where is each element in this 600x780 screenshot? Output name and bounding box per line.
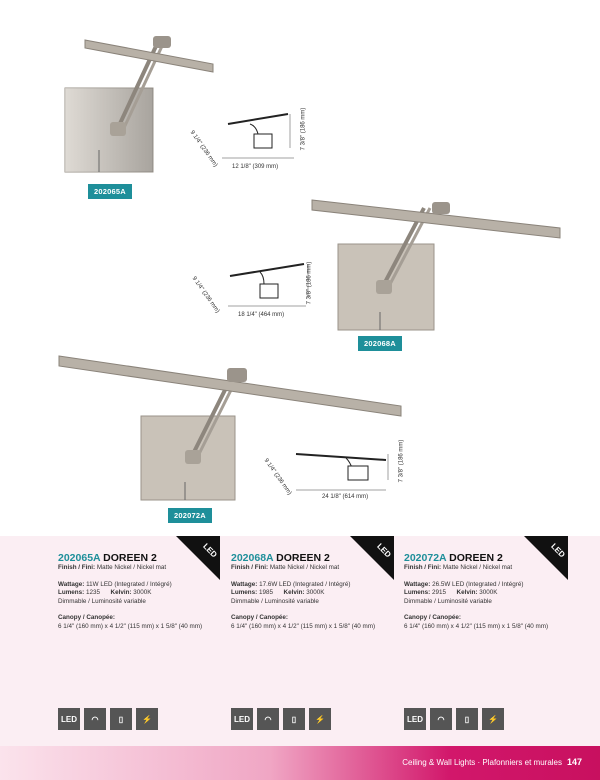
dim-height: 7 3/8" (186 mm) [300,107,307,151]
plug-icon: ⚡ [136,708,158,730]
dim-width: 18 1/4" (464 mm) [238,312,285,318]
wattage-row: Wattage: 11W LED (Integrated / Intégré) [58,580,172,588]
dim-height: 7 3/8" (186 mm) [398,439,405,483]
dimension-diagram-202068a [224,258,312,310]
finish-row: Finish / Fini: Matte Nickel / Nickel mat [58,564,167,571]
page-number: 147 [566,757,582,767]
product-title: 202068A DOREEN 2 [231,552,330,564]
canopy-label: Canopy / Canopée: [231,614,289,622]
dim-depth: 9 1/4" (236 mm) [262,457,293,497]
finish-row: Finish / Fini: Matte Nickel / Nickel mat [404,564,513,571]
canopy-label: Canopy / Canopée: [58,614,116,622]
canopy-value: 6 1/4" (160 mm) x 4 1/2" (115 mm) x 1 5/8" (40 mm) [404,622,549,630]
led-badge: LED [176,536,220,580]
led-icon: LED [231,708,253,730]
led-icon: LED [404,708,426,730]
dimmer-icon: ◠ [430,708,452,730]
dim-depth: 9 1/4" (236 mm) [190,275,221,315]
spec-column [404,552,584,632]
lumens-kelvin-row: Lumens: 1235 Kelvin: 3000K [58,589,152,597]
switch-icon: ▯ [110,708,132,730]
wattage-row: Wattage: 26.5W LED (Integrated / Intégré) [404,580,524,588]
dimension-diagram-202072a [292,446,392,496]
switch-icon: ▯ [456,708,478,730]
feature-icons [231,708,331,730]
dimmer-icon: ◠ [257,708,279,730]
product-title: 202065A DOREEN 2 [58,552,157,564]
finish-row: Finish / Fini: Matte Nickel / Nickel mat [231,564,340,571]
sku-tag: 202068A [358,336,402,351]
dim-width: 12 1/8" (309 mm) [232,164,279,170]
product-image-202068a [308,188,568,338]
lumens-kelvin-row: Lumens: 1985 Kelvin: 3000K [231,589,325,597]
dim-height: 7 3/8" (186 mm) [306,261,313,305]
canopy-label: Canopy / Canopée: [404,614,462,622]
dim-depth: 9 1/4" (236 mm) [188,129,219,169]
lumens-kelvin-row: Lumens: 2915 Kelvin: 3000K [404,589,498,597]
feature-icons [404,708,504,730]
wattage-row: Wattage: 17.6W LED (Integrated / Intégré) [231,580,351,588]
led-icon: LED [58,708,80,730]
switch-icon: ▯ [283,708,305,730]
product-image-202065a [55,30,215,180]
spec-column [231,552,411,632]
footer-section-title: Ceiling & Wall Lights · Plafonniers et murales [402,758,562,767]
canopy-value: 6 1/4" (160 mm) x 4 1/2" (115 mm) x 1 5/8" (40 mm) [58,622,203,630]
sku-tag: 202072A [168,508,212,523]
dim-width: 24 1/8" (614 mm) [322,494,369,500]
dimmable-row: Dimmable / Luminosité variable [231,597,319,605]
sku-tag: 202065A [88,184,132,199]
dimension-diagram-202065a [218,112,298,164]
dimmer-icon: ◠ [84,708,106,730]
led-badge: LED [350,536,394,580]
product-title: 202072A DOREEN 2 [404,552,503,564]
dimmable-row: Dimmable / Luminosité variable [404,597,492,605]
plug-icon: ⚡ [309,708,331,730]
plug-icon: ⚡ [482,708,504,730]
canopy-value: 6 1/4" (160 mm) x 4 1/2" (115 mm) x 1 5/8" (40 mm) [231,622,376,630]
led-badge: LED [524,536,568,580]
feature-icons [58,708,158,730]
dimmable-row: Dimmable / Luminosité variable [58,597,146,605]
spec-column [58,552,238,632]
